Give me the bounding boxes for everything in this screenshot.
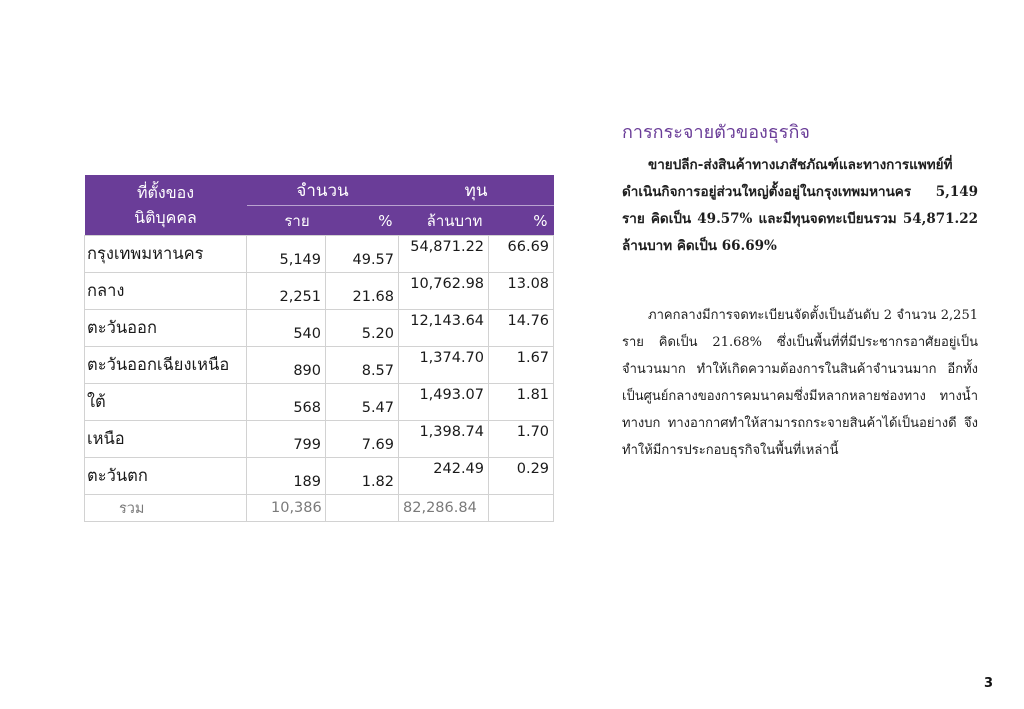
capital-group-header: ทุน <box>399 175 554 206</box>
table-row <box>85 236 554 273</box>
table-row <box>85 421 554 458</box>
table-row <box>85 384 554 421</box>
count-pct-header: % <box>326 206 399 236</box>
table-row <box>85 273 554 310</box>
count-pct-cell: 8.57 <box>326 347 399 384</box>
section-heading: การกระจายตัวของธุรกิจ <box>622 122 810 143</box>
capital-cell: 1,493.07 <box>399 384 489 421</box>
total-capital: 82,286.84 <box>399 495 489 522</box>
business-distribution-table <box>84 175 554 522</box>
table-row <box>85 458 554 495</box>
capital-pct-cell: 1.67 <box>489 347 554 384</box>
count-cell: 5,149 <box>247 236 326 273</box>
capital-pct-cell: 14.76 <box>489 310 554 347</box>
total-count-pct-empty <box>326 495 399 522</box>
summary-paragraph: ขายปลีก-ส่งสินค้าทางเภสัชภัณฑ์และทางการแพทย์ที่ดำเนินกิจการอยู่ส่วนใหญ่ตั้งอยู่ในกรุงเทพมหานคร 5,149 ราย คิดเป็น 49.57% และมีทุนจดทะเบียนรวม 54,871.22 ล้านบาท คิดเป็น 66.69% <box>622 157 978 254</box>
count-cell: 890 <box>247 347 326 384</box>
region-cell: เหนือ <box>85 421 247 458</box>
count-cell: 540 <box>247 310 326 347</box>
total-row <box>85 495 554 522</box>
capital-unit-header: ล้านบาท <box>399 206 489 236</box>
capital-pct-cell: 0.29 <box>489 458 554 495</box>
total-count: 10,386 <box>247 495 326 522</box>
count-cell: 189 <box>247 458 326 495</box>
table-row <box>85 347 554 384</box>
count-cell: 568 <box>247 384 326 421</box>
capital-pct-cell: 13.08 <box>489 273 554 310</box>
total-label: รวม <box>85 495 247 522</box>
region-cell: ตะวันตก <box>85 458 247 495</box>
location-header <box>85 175 247 236</box>
capital-cell: 1,374.70 <box>399 347 489 384</box>
region-cell: กรุงเทพมหานคร <box>85 236 247 273</box>
capital-pct-cell: 1.81 <box>489 384 554 421</box>
region-cell: ตะวันออกเฉียงเหนือ <box>85 347 247 384</box>
region-cell: ใต้ <box>85 384 247 421</box>
table-row <box>85 310 554 347</box>
count-cell: 799 <box>247 421 326 458</box>
location-header-line1: ที่ตั้งของ <box>136 183 195 202</box>
region-cell: กลาง <box>85 273 247 310</box>
detail-paragraph: ภาคกลางมีการจดทะเบียนจัดตั้งเป็นอันดับ 2 จำนวน 2,251 ราย คิดเป็น 21.68% ซึ่งเป็นพื้นที่ที่มีประชากรอาศัยอยู่เป็นจำนวนมาก ทำให้เกิดความต้องการในสินค้าจำนวนมาก อีกทั้งเป็นศูนย์กลางของการคมนาคมซึ่งมีหลากหลายช่องทาง ทางน้ำ ทางบก ทางอากาศทำให้สามารถกระจายสินค้าได้เป็นอย่างดี จึงทำให้มีการประกอบธุรกิจในพื้นที่เหล่านี้ <box>622 308 978 458</box>
count-pct-cell: 5.20 <box>326 310 399 347</box>
count-pct-cell: 49.57 <box>326 236 399 273</box>
count-pct-cell: 5.47 <box>326 384 399 421</box>
capital-pct-cell: 66.69 <box>489 236 554 273</box>
capital-cell: 242.49 <box>399 458 489 495</box>
total-capital-pct-empty <box>489 495 554 522</box>
capital-cell: 54,871.22 <box>399 236 489 273</box>
count-pct-cell: 21.68 <box>326 273 399 310</box>
count-pct-cell: 7.69 <box>326 421 399 458</box>
location-header-line2: นิติบุคคล <box>134 208 197 227</box>
capital-cell: 12,143.64 <box>399 310 489 347</box>
page-number: 3 <box>984 676 994 691</box>
count-cell: 2,251 <box>247 273 326 310</box>
capital-cell: 10,762.98 <box>399 273 489 310</box>
count-unit-header: ราย <box>247 206 326 236</box>
capital-pct-header: % <box>489 206 554 236</box>
capital-pct-cell: 1.70 <box>489 421 554 458</box>
table-header-row <box>85 175 554 206</box>
region-cell: ตะวันออก <box>85 310 247 347</box>
count-group-header: จำนวน <box>247 175 399 206</box>
count-pct-cell: 1.82 <box>326 458 399 495</box>
capital-cell: 1,398.74 <box>399 421 489 458</box>
